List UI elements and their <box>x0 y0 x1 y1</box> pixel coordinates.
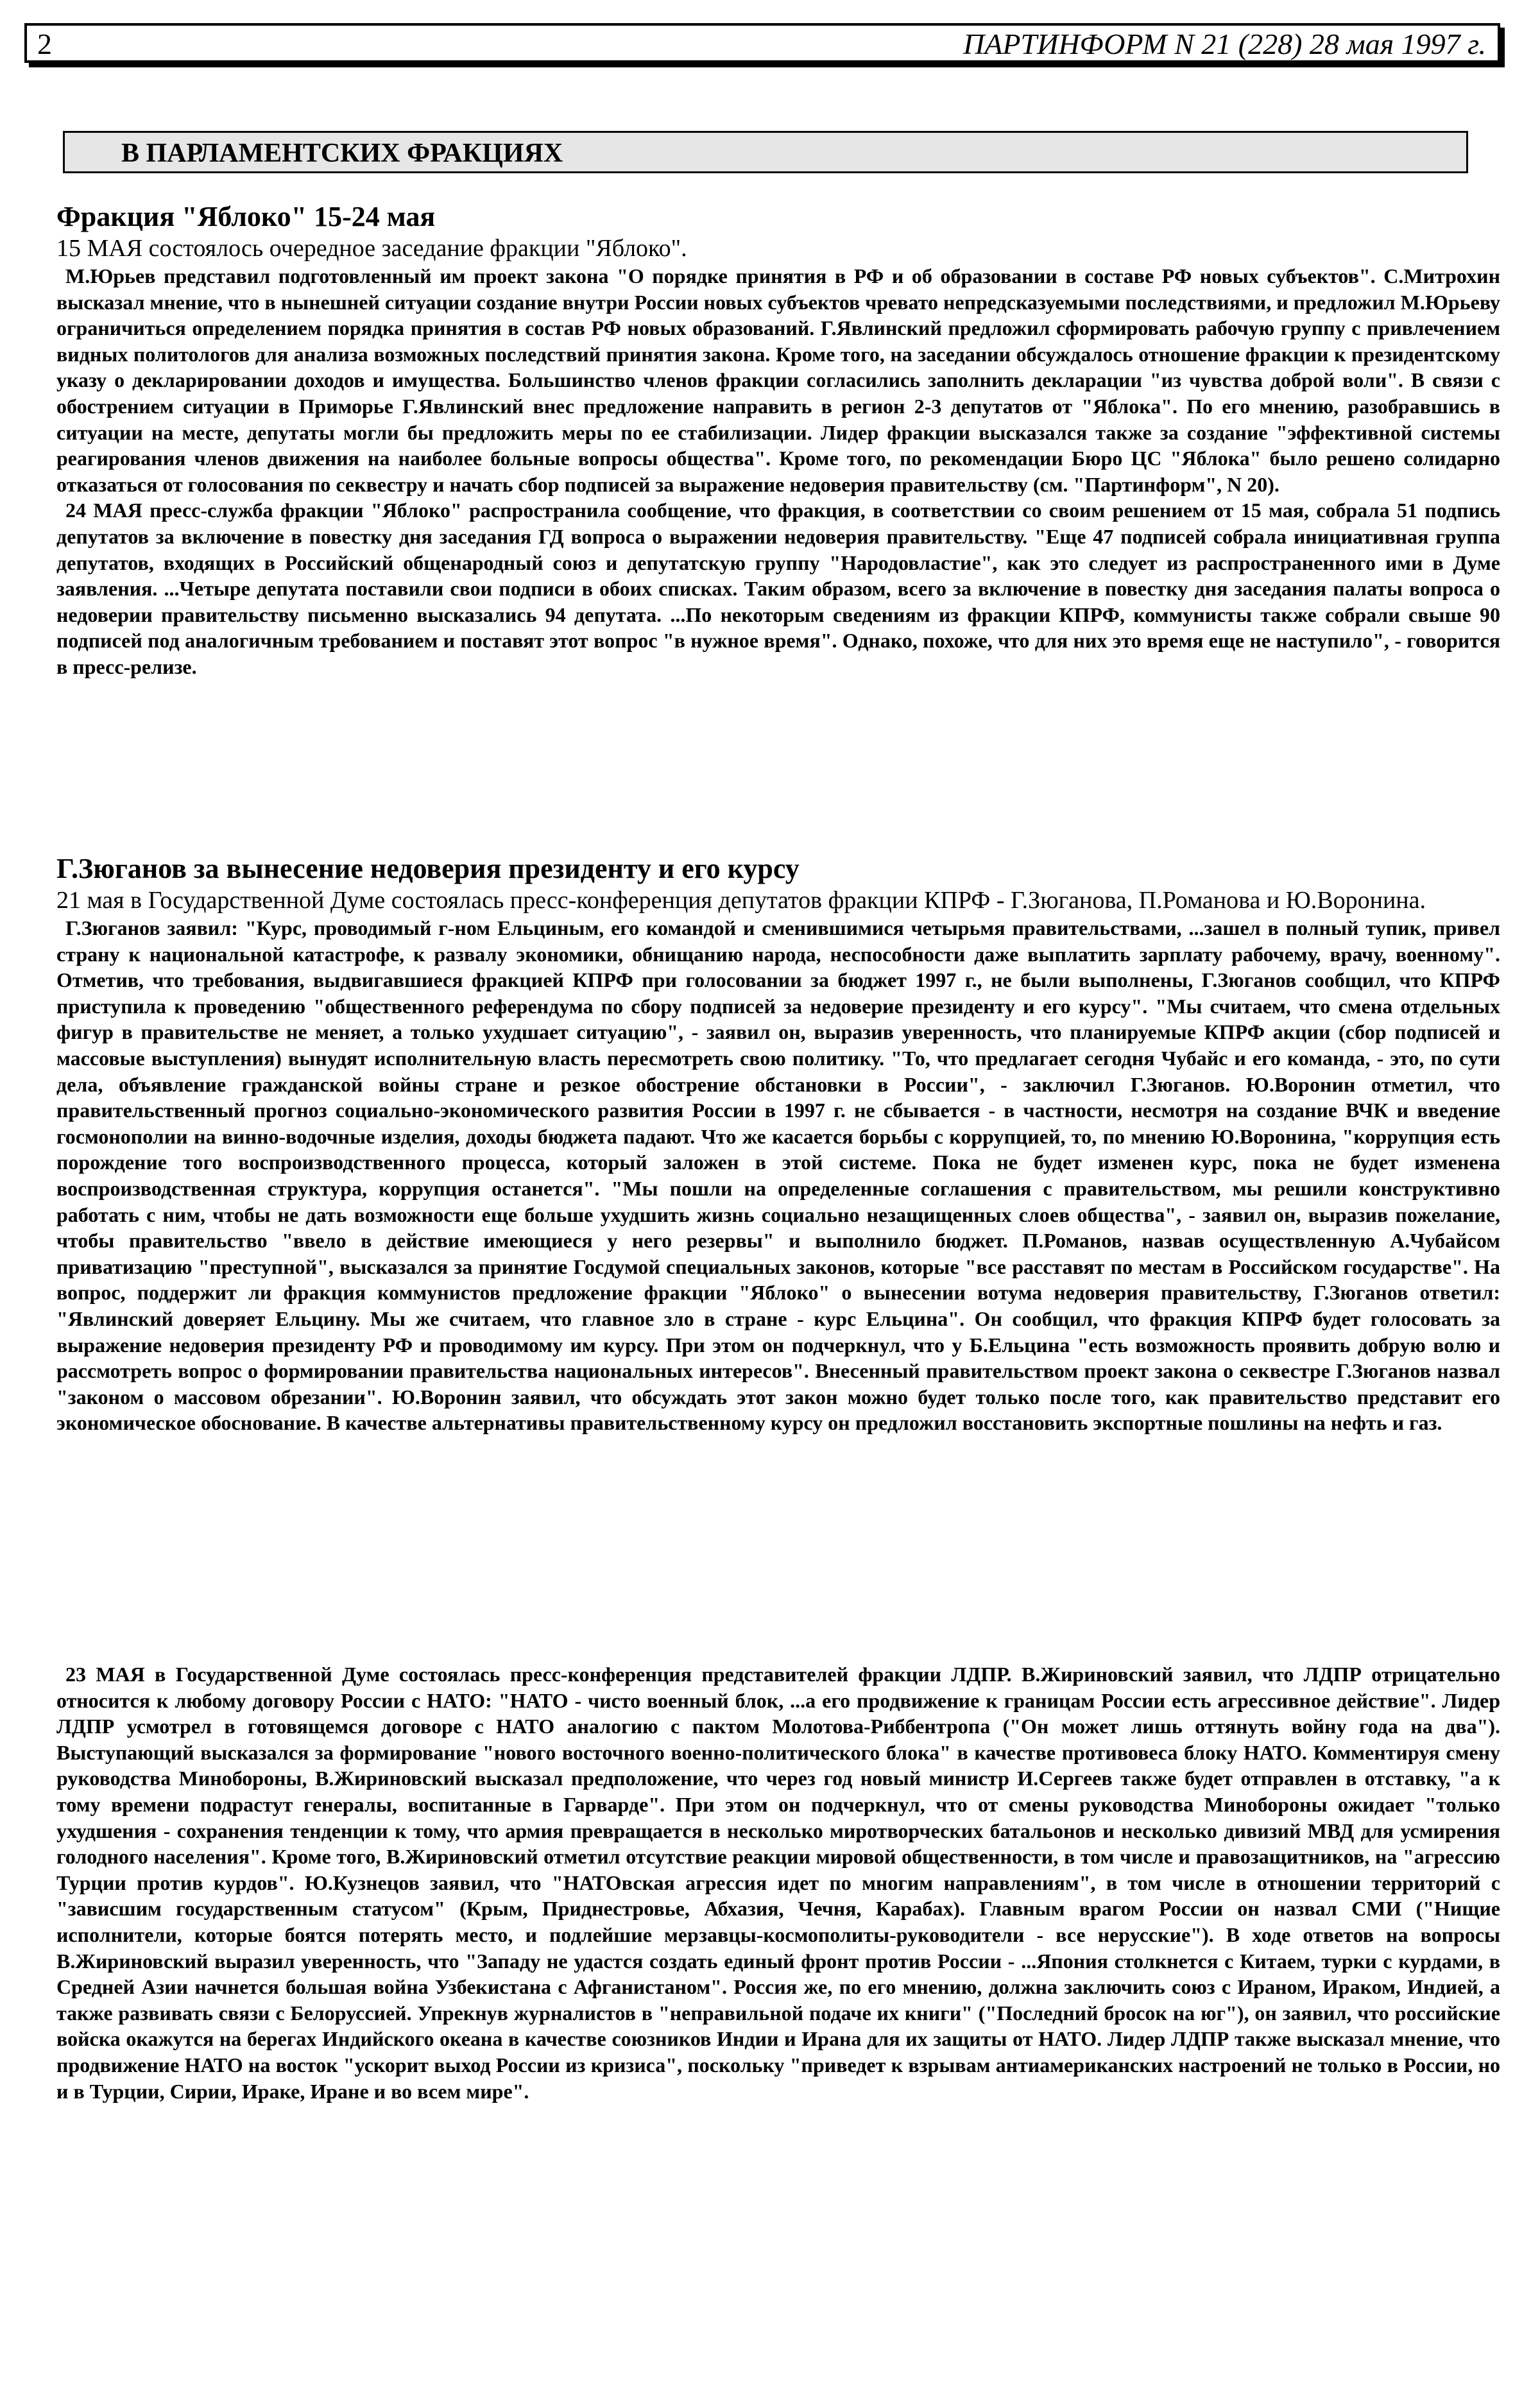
article-paragraph: 24 МАЯ пресс-служба фракции "Яблоко" распространила сообщение, что фракция, в соответствии со своим решением от 15 мая, собрала 51 подпись депутатов за включение в повестку дня заседания ГД вопроса о выражении недоверия правительству. "Еще 47 подписей собрала инициативная группа депутатов, входящих в Российский общенародный союз и депутатскую группу "Народовластие", как это следует из распространенного ими в Думе заявления. ...Четыре депутата поставили свои подписи в обоих списках. Таким образом, всего за включение в повестку дня заседания палаты вопроса о недоверии правительству письменно высказались 94 депутата. ...По некоторым сведениям из фракции КПРФ, коммунисты также собрали свыше 90 подписей под аналогичным требованием и поставят этот вопрос "в нужное время". Однако, похоже, что для них это время еще не наступило", - говорится в пресс-релизе. <box>56 499 1500 678</box>
page-header <box>24 23 1500 63</box>
article-paragraph: Г.Зюганов заявил: "Курс, проводимый г-ном Ельциным, его командой и сменившимися четырьмя правительствами, ...зашел в полный тупик, привел страну к национальной катастрофе, к развалу экономики, обнищанию народа, неспособности даже выплатить зарплату рабочему, врачу, военному". Отметив, что требования, выдвигавшиеся фракцией КПРФ при голосовании за бюджет 1997 г., не были выполнены, Г.Зюганов сообщил, что КПРФ приступила к проведению "общественного референдума по сбору подписей за недоверие президенту и его курсу". "Мы считаем, что смена отдельных фигур в правительстве не меняет, а только ухудшает ситуацию", - заявил он, выразив уверенность, что планируемые КПРФ акции (сбор подписей и массовые выступления) вынудят исполнительную власть пересмотреть свою политику. "То, что предлагает сегодня Чубайс и его команда, - это, по сути дела, объявление гражданской войны стране и резкое обострение обстановки в России", - заключил Г.Зюганов. Ю.Воронин отметил, что правительственный прогноз социально-экономического развития России в 1997 г. не сбывается - в частности, несмотря на создание ВЧК и введение госмонополии на винно-водочные изделия, доходы бюджета падают. Что же касается борьбы с коррупцией, то, по мнению Ю.Воронина, "коррупция есть порождение того воспроизводственного процесса, который заложен в этой системе. Пока не будет изменен курс, пока не будет изменена воспроизводственная структура, коррупция останется". "Мы пошли на определенные соглашения с правительством, мы решили конструктивно работать с ним, чтобы не дать возможности еще больше ухудшить жизнь социально незащищенных слоев общества", - заявил он, выразив пожелание, чтобы правительство "ввело в действие имеющиеся у него резервы" и выполнило бюджет. П.Романов, назвав осуществленную А.Чубайсом приватизацию "преступной", высказался за принятие Госдумой специальных законов, которые "все расставят по местам в Российском государстве". На вопрос, поддержит ли фракция коммунистов предложение фракции "Яблоко" о вынесении вотума недоверия правительству, Г.Зюганов ответил: "Явлинский доверяет Ельцину. Мы же считаем, что главное зло в стране - курс Ельцина". Он сообщил, что фракция КПРФ будет голосовать за выражение недоверия президенту РФ и проводимому им курсу. При этом он подчеркнул, что у Б.Ельцина "есть возможность проявить добрую волю и рассмотреть вопрос о формировании правительства национальных интересов". Внесенный правительством проект закона о секвестре Г.Зюганов назвал "законом о массовом обрезании". Ю.Воронин заявил, что обсуждать этот закон можно будет только после того, как правительство представит его экономическое обоснование. В качестве альтернативы правительственному курсу он предложил восстановить экспортные пошлины на нефть и газ. <box>56 916 1500 1435</box>
section-banner <box>63 131 1468 173</box>
article-zyuganov <box>56 852 1500 1436</box>
article-lead: 15 МАЯ состоялось очередное заседание фракции "Яблоко". <box>56 235 687 262</box>
section-title: В ПАРЛАМЕНТСКИХ ФРАКЦИЯХ <box>121 139 563 168</box>
publication-title: ПАРТИНФОРМ N 21 (228) 28 мая 1997 г. <box>963 28 1486 60</box>
page-number: 2 <box>37 28 52 60</box>
article-yabloko <box>56 200 1500 680</box>
article-headline: Фракция "Яблоко" 15-24 мая <box>56 201 436 232</box>
article-headline: Г.Зюганов за вынесение недоверия президенту и его курсу <box>56 853 800 884</box>
article-paragraph: 23 МАЯ в Государственной Думе состоялась пресс-конференция представителей фракции ЛДПР. В.Жириновский заявил, что ЛДПР отрицательно относится к любому договору России с НАТО: "НАТО - чисто военный блок, ...а его продвижение к границам России есть агрессивное действие". Лидер ЛДПР усмотрел в готовящемся договоре с НАТО аналогию с пактом Молотова-Риббентропа ("Он может лишь оттянуть войну года на два"). Выступающий высказался за формирование "нового восточного военно-политического блока" в качестве противовеса блоку НАТО. Комментируя смену руководства Минобороны, В.Жириновский высказал предположение, что через год новый министр И.Сергеев также будет отправлен в отставку, "а к тому времени подрастут генералы, воспитанные в Гарварде". При этом он подчеркнул, что от смены руководства Минобороны ожидает "только ухудшения - сохранения тенденции к тому, что армия превращается в несколько миротворческих батальонов и несколько дивизий МВД для усмирения голодного населения". Кроме того, В.Жириновский отметил отсутствие реакции мировой общественности, в том числе и правозащитников, на "агрессию Турции против курдов". Ю.Кузнецов заявил, что "НАТОвская агрессия идет по многим направлениям", в том числе в отношении территорий с "зависшим государственным статусом" (Крым, Приднестровье, Абхазия, Чечня, Карабах). Главным врагом России он назвал СМИ ("Нищие исполнители, которые боятся потерять место, и подлейшие мерзавцы-космополиты-руководители - все нерусские"). В ходе ответов на вопросы В.Жириновский выразил уверенность, что "Западу не удастся создать единый фронт против России - ...Япония столкнется с Китаем, турки с курдами, в Средней Азии начнется большая война Узбекистана с Афганистаном". Россия же, по его мнению, должна заключить союз с Ираном, Ираком, Индией, а также развивать связи с Белоруссией. Упрекнув журналистов в "неправильной подаче их книги" ("Последний бросок на юг"), он заявил, что российские войска окажутся на берегах Индийского океана в качестве союзников Индии и Ирана для их защиты от НАТО. Лидер ЛДПР также высказал мнение, что продвижение НАТО на восток "ускорит выход России из кризиса", поскольку "приведет к взрывам антиамериканских настроений не только в России, но и в Турции, Сирии, Ираке, Иране и во всем мире". <box>56 1663 1500 2103</box>
article-paragraph: М.Юрьев представил подготовленный им проект закона "О порядке принятия в РФ и об образовании в составе РФ новых субъектов". С.Митрохин высказал мнение, что в нынешней ситуации создание внутри России новых субъектов чревато непредсказуемыми последствиями, и предложил М.Юрьеву ограничиться определением порядка принятия в состав РФ новых образований. Г.Явлинский предложил сформировать рабочую группу с привлечением видных политологов для анализа возможных последствий принятия закона. Кроме того, на заседании обсуждалось отношение фракции к президентскому указу о декларировании доходов и имущества. Большинство членов фракции согласились заполнить декларации "из чувства доброй воли". В связи с обострением ситуации в Приморье Г.Явлинский внес предложение направить в регион 2-3 депутатов от "Яблока". По его мнению, разобравшись в ситуации на месте, депутаты могли бы предложить меры по ее стабилизации. Лидер фракции высказался также за создание "эффективной системы реагирования членов движения на наиболее больные вопросы общества". Кроме того, по рекомендации Бюро ЦС "Яблока" было решено солидарно отказаться от голосования по секвестру и начать сбор подписей за выражение недоверия правительству (см. "Партинформ", N 20). <box>56 264 1500 496</box>
article-lead: 21 мая в Государственной Думе состоялась пресс-конференция депутатов фракции КПРФ - Г.Зюганова, П.Романова и Ю.Воронина. <box>56 887 1426 914</box>
article-ldpr <box>56 1661 1500 2104</box>
